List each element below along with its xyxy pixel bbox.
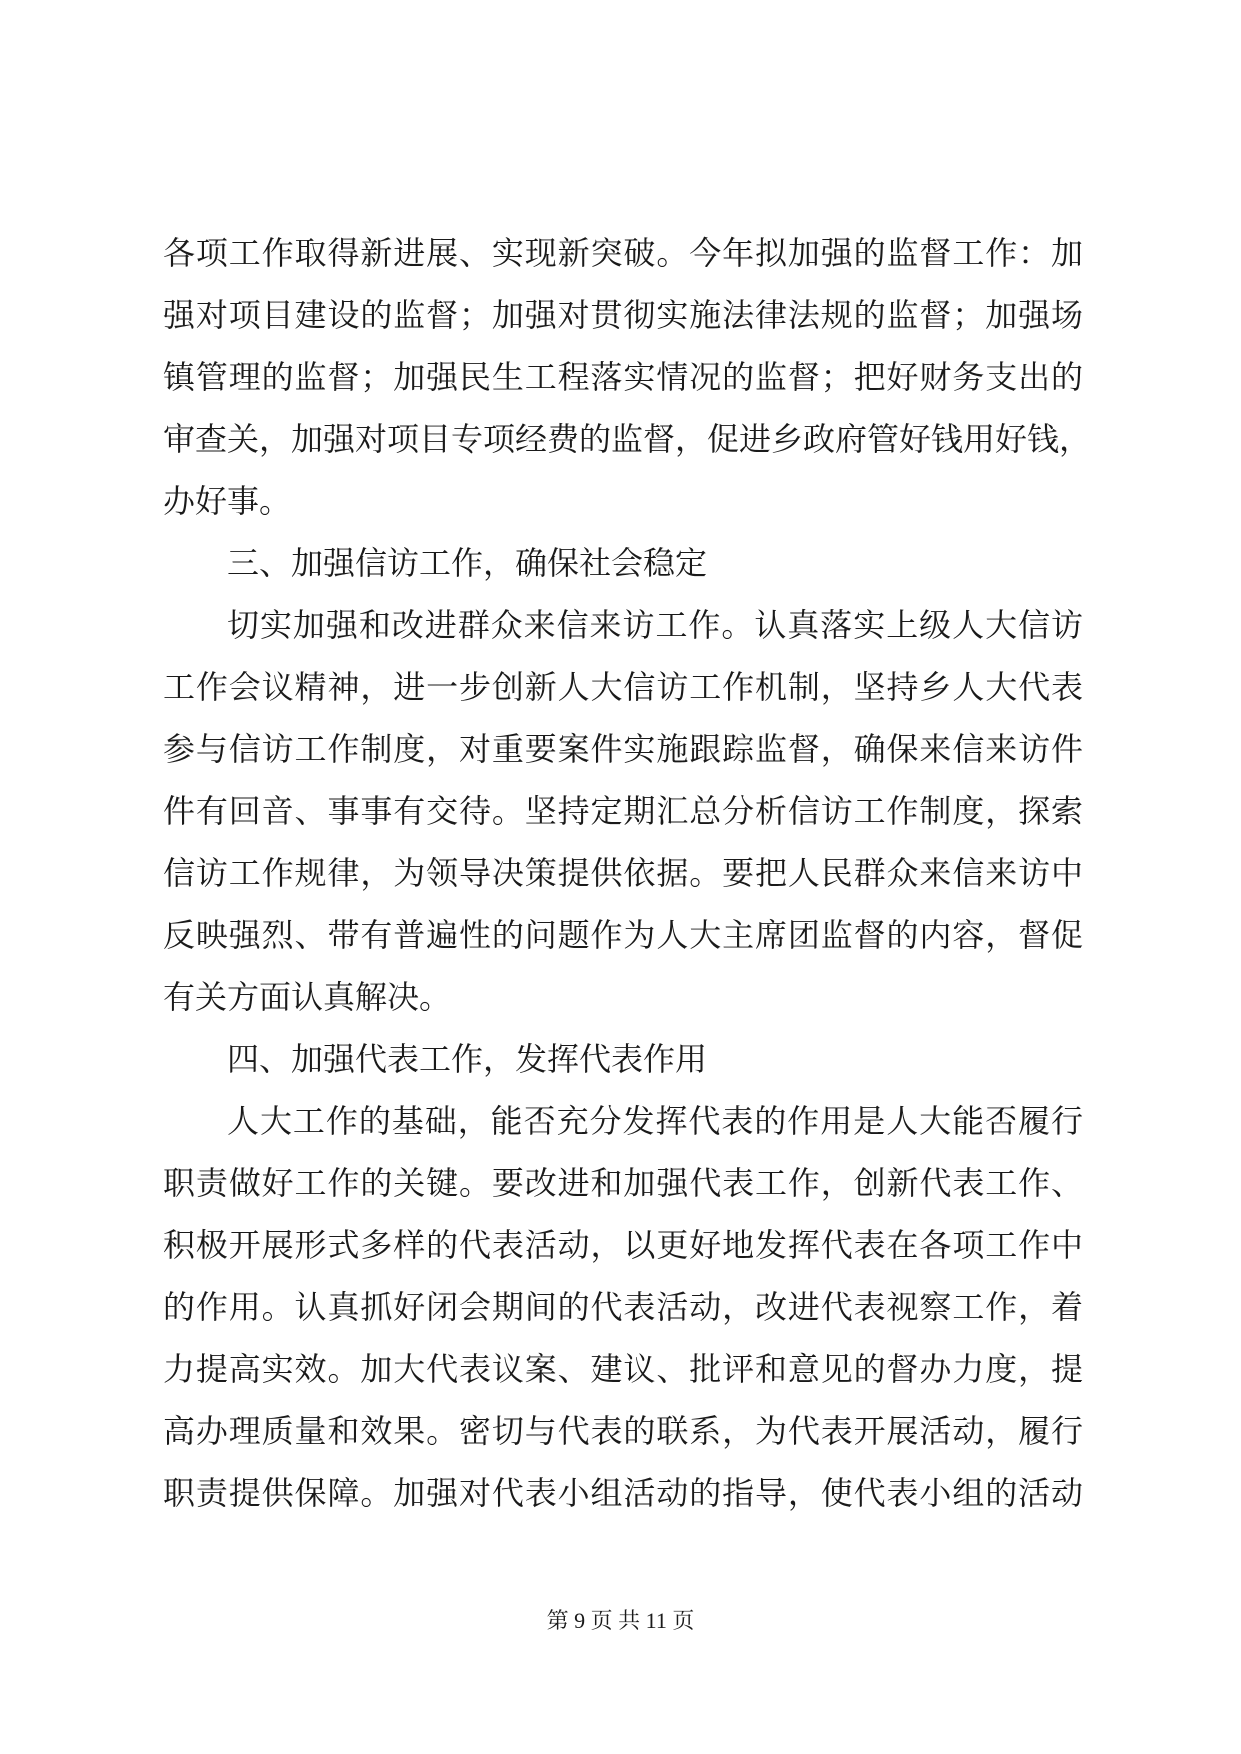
text-line: 有关方面认真解决。 xyxy=(163,978,452,1016)
text-line: 强对项目建设的监督；加强对贯彻实施法律法规的监督；加强场 xyxy=(163,296,1083,334)
section-heading-4: 四、加强代表工作，发挥代表作用 xyxy=(227,1040,708,1078)
text-line: 职责提供保障。加强对代表小组活动的指导，使代表小组的活动 xyxy=(163,1474,1083,1512)
text-line: 职责做好工作的关键。要改进和加强代表工作，创新代表工作、 xyxy=(163,1164,1083,1202)
text-line: 的作用。认真抓好闭会期间的代表活动，改进代表视察工作，着 xyxy=(163,1288,1083,1326)
paragraph-2 xyxy=(163,594,1083,1028)
text-line: 件有回音、事事有交待。坚持定期汇总分析信访工作制度，探索 xyxy=(163,792,1083,830)
page-footer: 第 9 页 共 11 页 xyxy=(546,1608,695,1633)
text-line: 力提高实效。加大代表议案、建议、批评和意见的督办力度，提 xyxy=(163,1350,1083,1388)
text-line: 办好事。 xyxy=(163,482,292,520)
text-line: 工作会议精神，进一步创新人大信访工作机制，坚持乡人大代表 xyxy=(163,668,1083,706)
section-heading-3: 三、加强信访工作，确保社会稳定 xyxy=(227,544,708,582)
text-line: 人大工作的基础，能否充分发挥代表的作用是人大能否履行 xyxy=(227,1102,1083,1140)
text-line: 反映强烈、带有普遍性的问题作为人大主席团监督的内容，督促 xyxy=(163,916,1083,954)
paragraph-3 xyxy=(163,1090,1083,1524)
text-line: 切实加强和改进群众来信来访工作。认真落实上级人大信访 xyxy=(227,606,1083,644)
paragraph-1 xyxy=(163,222,1092,532)
text-line: 镇管理的监督；加强民生工程落实情况的监督；把好财务支出的 xyxy=(163,358,1083,396)
text-line: 信访工作规律，为领导决策提供依据。要把人民群众来信来访中 xyxy=(163,854,1083,892)
text-line: 审查关，加强对项目专项经费的监督，促进乡政府管好钱用好钱， xyxy=(163,420,1092,458)
text-line: 参与信访工作制度，对重要案件实施跟踪监督，确保来信来访件 xyxy=(163,730,1083,768)
text-line: 积极开展形式多样的代表活动，以更好地发挥代表在各项工作中 xyxy=(163,1226,1083,1264)
text-line: 高办理质量和效果。密切与代表的联系，为代表开展活动，履行 xyxy=(163,1412,1083,1450)
document-body xyxy=(163,222,1092,1524)
text-line: 各项工作取得新进展、实现新突破。今年拟加强的监督工作：加 xyxy=(163,234,1083,272)
